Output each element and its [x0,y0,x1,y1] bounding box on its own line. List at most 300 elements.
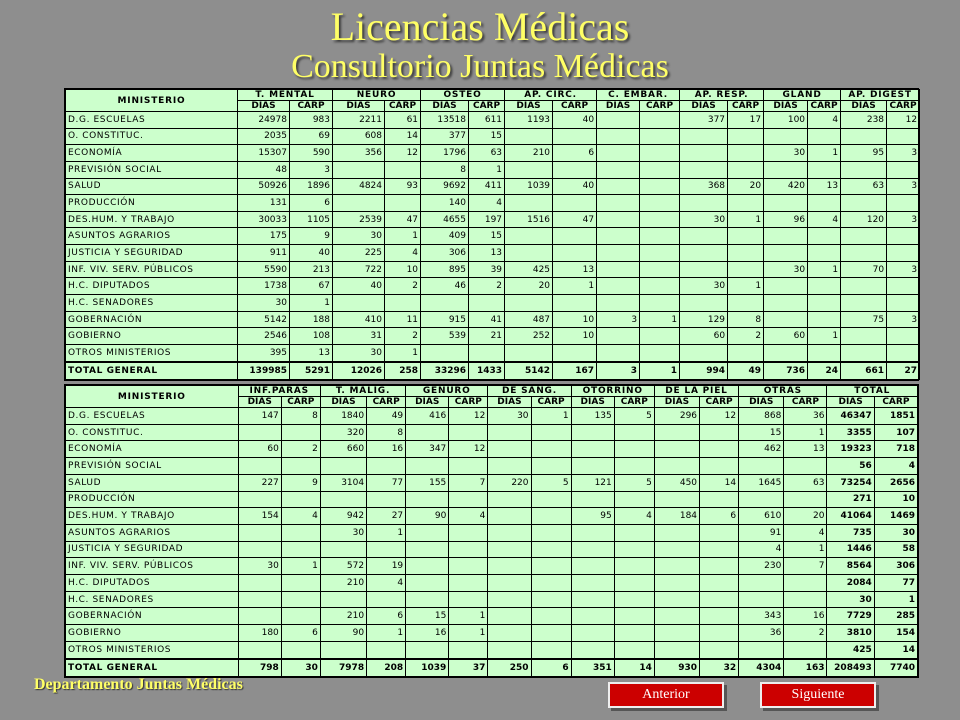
table-cell [449,641,488,658]
table-cell: 13 [808,178,841,195]
table-cell [320,591,366,608]
table-cell: 1 [367,524,406,541]
total-cell: 27 [887,362,920,380]
table-cell [531,541,571,558]
table-cell: 4 [281,508,320,525]
table-cell [614,558,654,575]
table-cell [841,344,887,361]
table-cell: 120 [841,211,887,228]
table-cell [281,424,320,441]
table-cell [281,541,320,558]
table-row [66,278,920,295]
table-cell [728,161,764,178]
table-cell [700,591,739,608]
table-cell: 135 [571,408,614,425]
table-cell: 1 [469,161,505,178]
row-label: H.C. SENADORES [66,591,239,608]
table-cell [505,161,553,178]
table-cell [614,625,654,642]
table-cell [614,608,654,625]
table-cell [654,591,699,608]
table-row [66,641,918,658]
table-cell [488,641,531,658]
table-cell: 12 [700,408,739,425]
table-cell [553,295,597,312]
table-cell: 450 [654,474,699,491]
table-cell [385,161,421,178]
table-cell [488,608,531,625]
table-cell: 306 [874,558,917,575]
table-cell [406,575,449,592]
total-cell: 24 [808,362,841,380]
table-cell [739,591,784,608]
row-label: GOBIERNO [66,625,239,642]
table-cell [367,641,406,658]
table-cell [238,608,281,625]
table-cell: 4 [614,508,654,525]
table-cell: 210 [320,608,366,625]
table-cell: 95 [841,145,887,162]
table-cell [488,441,531,458]
table-cell: 48 [238,161,290,178]
table-cell: 49 [367,408,406,425]
table-cell [320,491,366,508]
table-cell: 30 [680,278,728,295]
table-cell [700,441,739,458]
table-cell: 90 [320,625,366,642]
table-cell: 121 [571,474,614,491]
table-cell: 14 [385,128,421,145]
row-label: JUSTICIA Y SEGURIDAD [66,541,239,558]
table-cell [553,344,597,361]
table-cell [571,591,614,608]
table-row [66,344,920,361]
table-cell [367,591,406,608]
row-label: SALUD [66,178,238,195]
table-cell: 3 [887,211,920,228]
table-cell: 1469 [874,508,917,525]
table-cell: 131 [238,195,290,212]
table-cell [531,441,571,458]
table-cell [571,558,614,575]
table-cell [680,161,728,178]
table-cell: 63 [841,178,887,195]
table-cell: 220 [488,474,531,491]
table-cell [238,575,281,592]
table-row [66,608,918,625]
table-cell [728,295,764,312]
table-cell [238,641,281,658]
table-cell [406,424,449,441]
table-cell [764,344,808,361]
total-cell: 5291 [290,362,333,380]
table-cell [597,295,640,312]
total-cell: 661 [841,362,887,380]
table-cell: 611 [469,112,505,129]
column-group-header: DE LA PIEL [654,386,738,397]
table-cell: 5 [531,474,571,491]
table-cell: 610 [739,508,784,525]
table-cell [728,128,764,145]
table-cell: 30 [320,524,366,541]
table-cell: 30 [333,344,385,361]
total-cell: 930 [654,659,699,677]
table-cell [385,195,421,212]
table-cell [640,278,680,295]
table-cell [449,458,488,475]
table-cell [654,424,699,441]
table-cell [320,641,366,658]
row-label: D.G. ESCUELAS [66,408,239,425]
table-cell: 1 [385,344,421,361]
table-cell [654,625,699,642]
table-cell: 347 [406,441,449,458]
table-row [66,625,918,642]
table-cell: 915 [421,311,469,328]
table-cell: 21 [469,328,505,345]
table-cell [640,161,680,178]
table-cell [553,228,597,245]
table-cell [808,278,841,295]
table-cell: 2 [385,278,421,295]
table-cell: 8 [421,161,469,178]
table-cell [449,491,488,508]
table-cell [571,441,614,458]
table-cell [531,491,571,508]
table-cell: 96 [764,211,808,228]
table-cell: 1 [808,261,841,278]
table-cell: 2084 [827,575,874,592]
table-cell [406,541,449,558]
table-cell: 416 [406,408,449,425]
table-cell [808,344,841,361]
previous-button[interactable]: Anterior [608,682,724,708]
table-cell: 41 [469,311,505,328]
table-row [66,145,920,162]
table-cell: 320 [320,424,366,441]
table-cell: 17 [728,112,764,129]
table-cell [640,328,680,345]
table-cell: 8 [367,424,406,441]
table-cell: 15 [469,128,505,145]
table-cell [367,541,406,558]
table-cell [449,541,488,558]
table-cell [680,195,728,212]
table-cell: 3 [887,178,920,195]
table-cell: 70 [841,261,887,278]
table-row [66,491,918,508]
table-cell: 2 [469,278,505,295]
table-cell [680,228,728,245]
table-cell [887,295,920,312]
table-cell [531,508,571,525]
total-cell: 33296 [421,362,469,380]
table-cell: 3 [887,311,920,328]
table-cell: 911 [238,245,290,262]
table-cell [764,161,808,178]
table-cell: 213 [290,261,333,278]
total-cell: 994 [680,362,728,380]
row-label: ECONOMÍA [66,441,239,458]
table-cell: 63 [784,474,827,491]
table-cell: 30 [764,145,808,162]
table-cell [505,228,553,245]
table-cell [808,245,841,262]
licencias-table-1 [64,88,919,381]
table-cell: 90 [406,508,449,525]
table-cell [640,178,680,195]
table-cell: 9692 [421,178,469,195]
table-cell [614,424,654,441]
column-header-ministerio: MINISTERIO [66,90,238,112]
table-cell [531,641,571,658]
table-cell: 10 [553,328,597,345]
table-cell [333,161,385,178]
column-subheader: CARP [449,397,488,408]
column-subheader: DIAS [505,101,553,112]
page-title: Licencias Médicas [330,4,630,49]
table-cell: 411 [469,178,505,195]
table-cell: 1 [728,278,764,295]
column-subheader: DIAS [488,397,531,408]
table-cell: 1446 [827,541,874,558]
table-cell: 4 [874,458,917,475]
table-cell: 238 [841,112,887,129]
table-cell [614,491,654,508]
table-cell [640,295,680,312]
column-subheader: CARP [367,397,406,408]
header-row [66,386,918,397]
table-cell [488,508,531,525]
total-cell: 139985 [238,362,290,380]
table-cell: 77 [367,474,406,491]
table-cell: 1 [728,211,764,228]
table-cell: 107 [874,424,917,441]
table-row [66,311,920,328]
table-cell: 590 [290,145,333,162]
column-group-header: NEURO [333,90,421,101]
table-cell [597,178,640,195]
table-cell [680,128,728,145]
table-cell [449,558,488,575]
table-cell: 9 [281,474,320,491]
table-cell: 14 [874,641,917,658]
table-row [66,228,920,245]
table-cell [597,211,640,228]
table-cell: 377 [421,128,469,145]
table-cell: 16 [784,608,827,625]
table-row [66,128,920,145]
table-cell [700,575,739,592]
table-cell: 30 [764,261,808,278]
table-cell: 1 [784,541,827,558]
table-cell: 1193 [505,112,553,129]
table-cell [640,145,680,162]
table-cell: 722 [333,261,385,278]
column-subheader: DIAS [597,101,640,112]
column-subheader: DIAS [764,101,808,112]
table-cell: 210 [505,145,553,162]
table-cell: 735 [827,524,874,541]
table-cell [764,228,808,245]
next-button[interactable]: Siguiente [760,682,876,708]
table-cell: 100 [764,112,808,129]
table-cell: 410 [333,311,385,328]
table-cell [597,128,640,145]
table-cell: 572 [320,558,366,575]
table-cell [680,261,728,278]
table-cell: 56 [827,458,874,475]
table-cell [531,424,571,441]
table-cell: 1 [808,328,841,345]
total-row [66,659,918,677]
table-cell: 11 [385,311,421,328]
table-cell [238,458,281,475]
column-subheader: CARP [553,101,597,112]
table-cell: 3 [887,261,920,278]
table-cell [505,195,553,212]
table-cell: 60 [764,328,808,345]
table-cell [808,295,841,312]
table-cell: 24978 [238,112,290,129]
table-cell [571,524,614,541]
table-cell: 7 [449,474,488,491]
table-cell [385,295,421,312]
table-cell: 140 [421,195,469,212]
table-cell: 15307 [238,145,290,162]
table-cell: 8 [728,311,764,328]
table-cell [614,524,654,541]
column-group-header: OTORRINO [571,386,654,397]
table-cell: 16 [367,441,406,458]
table-cell [553,195,597,212]
table-cell: 4 [784,524,827,541]
column-subheader: CARP [469,101,505,112]
table-cell: 3 [290,161,333,178]
column-group-header: DE SANG. [488,386,571,397]
table-cell [764,245,808,262]
table-cell: 155 [406,474,449,491]
table-cell: 343 [739,608,784,625]
total-cell: 1433 [469,362,505,380]
table-cell: 8564 [827,558,874,575]
table-cell [654,608,699,625]
table-cell: 4 [808,211,841,228]
table-cell [505,344,553,361]
table-row [66,408,918,425]
table-cell [728,228,764,245]
column-subheader: DIAS [320,397,366,408]
table-cell [238,524,281,541]
table-cell [614,441,654,458]
total-cell: 30 [281,659,320,677]
table-cell: 227 [238,474,281,491]
table-cell [784,458,827,475]
table-cell: 30 [333,228,385,245]
table-cell [700,625,739,642]
table-cell [887,228,920,245]
row-label: O. CONSTITUC. [66,424,239,441]
table-cell [597,328,640,345]
table-cell [640,128,680,145]
table-cell: 14 [700,474,739,491]
table-cell [887,344,920,361]
table-cell [739,491,784,508]
total-label: TOTAL GENERAL [66,659,239,677]
table-cell [488,424,531,441]
table-cell: 225 [333,245,385,262]
table-cell [488,591,531,608]
table-cell: 6 [290,195,333,212]
table-cell [728,145,764,162]
row-label: H.C. SENADORES [66,295,238,312]
table-cell [488,541,531,558]
table-cell [571,608,614,625]
table-row [66,195,920,212]
column-subheader: DIAS [571,397,614,408]
column-subheader: DIAS [238,101,290,112]
table-cell: 271 [827,491,874,508]
table-cell [281,591,320,608]
table-cell: 252 [505,328,553,345]
column-subheader: DIAS [827,397,874,408]
row-label: PRODUCCIÓN [66,195,238,212]
column-subheader: CARP [290,101,333,112]
table-cell: 63 [469,145,505,162]
row-label: JUSTICIA Y SEGURIDAD [66,245,238,262]
table-cell: 36 [739,625,784,642]
table-cell: 40 [553,178,597,195]
table-cell: 1 [449,625,488,642]
row-label: DES.HUM. Y TRABAJO [66,211,238,228]
table-cell: 4 [808,112,841,129]
table-cell: 868 [739,408,784,425]
table-row [66,211,920,228]
table-cell: 13 [469,245,505,262]
total-cell: 14 [614,659,654,677]
data-table [65,89,920,380]
column-subheader: DIAS [238,397,281,408]
table-cell [406,641,449,658]
table-cell: 2 [784,625,827,642]
table-cell [614,591,654,608]
column-subheader: CARP [640,101,680,112]
table-cell [571,575,614,592]
table-cell [421,295,469,312]
row-label: D.G. ESCUELAS [66,112,238,129]
table-cell [333,295,385,312]
table-cell: 1039 [505,178,553,195]
column-subheader: CARP [531,397,571,408]
row-label: INF. VIV. SERV. PÚBLICOS [66,558,239,575]
table-cell: 6 [367,608,406,625]
table-cell [320,541,366,558]
total-row [66,362,920,380]
table-cell [238,541,281,558]
table-cell [281,608,320,625]
row-label: SALUD [66,474,239,491]
table-cell: 425 [827,641,874,658]
column-subheader: CARP [808,101,841,112]
page-subtitle: Consultorio Juntas Médicas [291,48,669,85]
table-cell: 154 [874,625,917,642]
table-cell [887,161,920,178]
table-cell [281,641,320,658]
table-cell: 2656 [874,474,917,491]
table-cell: 3 [597,311,640,328]
total-cell: 7740 [874,659,917,677]
table-cell: 1 [281,558,320,575]
